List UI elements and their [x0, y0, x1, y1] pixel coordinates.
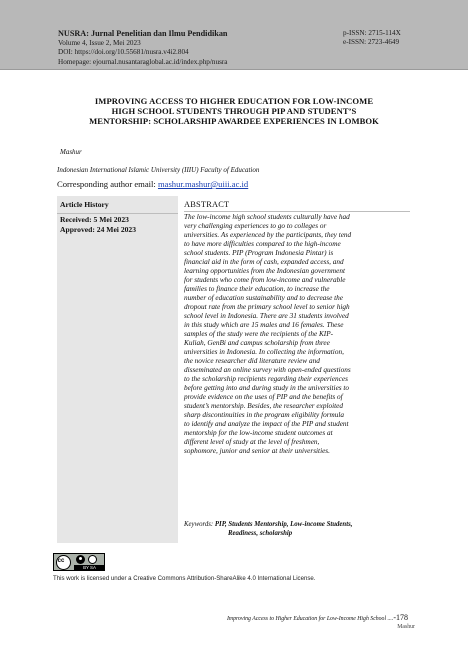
journal-volume: Volume 4, Issue 2, Mei 2023: [58, 39, 141, 47]
journal-name: NUSRA: Jurnal Penelitian dan Ilmu Pendidikan: [58, 29, 228, 38]
keywords-line-1: PIP, Students Mentorship, Low-income Students,: [214, 521, 353, 528]
running-footer: [188, 613, 408, 622]
abstract-line: different level of study at the level of freshmen,: [184, 437, 320, 446]
article-author: Mashur: [60, 148, 82, 156]
abstract-line: disseminated an online survey with open-ended questions: [184, 365, 351, 374]
abstract-line: Kuliah, GenBi and campus scholarship from three: [184, 338, 330, 347]
article-title-line: IMPROVING ACCESS TO HIGHER EDUCATION FOR LOW-INCOME: [94, 96, 374, 106]
article-title-line: MENTORSHIP: SCHOLARSHIP AWARDEE EXPERIENCES IN LOMBOK: [89, 116, 379, 126]
keywords-line-2: Readiness, scholarship: [228, 530, 293, 537]
abstract-divider: [184, 211, 410, 212]
e-issn: e-ISSN: 2723-4649: [343, 38, 400, 47]
abstract-line: universities. As experienced by the participants, they tend: [184, 230, 352, 239]
journal-doi[interactable]: DOI: https://doi.org/10.55681/nusra.v4i2.804: [58, 48, 189, 57]
journal-homepage[interactable]: Homepage: ejournal.nusantaraglobal.ac.id/index.php/nusra: [58, 57, 228, 66]
cc-by-sa-badge[interactable]: [53, 553, 105, 571]
abstract-line: the novice researcher did literature review and: [184, 356, 320, 365]
abstract-line: dropout rate from the primary school level to senior high: [184, 302, 350, 311]
article-history-dates: [60, 215, 136, 235]
abstract-line: number of education sustainability and to decrease the: [184, 293, 344, 302]
abstract-line: before getting into and during study in the universities to: [184, 383, 350, 392]
journal-issn: [343, 29, 401, 48]
running-title: Improving Access to Higher Education for Low-Income High School ....: [227, 616, 394, 622]
page-number: -178: [393, 613, 408, 622]
abstract-line: to the scholarship recipients regarding their experiences: [184, 374, 348, 383]
journal-header-band: [0, 0, 468, 70]
article-title-line: HIGH SCHOOL STUDENTS THROUGH PIP AND STUDENT’S: [111, 106, 357, 116]
abstract-line: very challenging experiences to go to colleges or: [184, 221, 327, 230]
abstract-line: school level in Indonesia. There are 31 students involved: [184, 311, 349, 320]
cc-logo-text: cc: [57, 557, 65, 564]
share-alike-icon: [88, 555, 97, 564]
abstract-line: learning opportunities from the Indonesian government: [184, 266, 346, 275]
abstract-line: mentorship for the low-income student outcomes at: [184, 428, 333, 437]
keywords: [184, 520, 410, 538]
abstract-line: school students. PIP (Program Indonesia Pintar) is: [184, 248, 334, 257]
article-history-box: [57, 196, 178, 543]
journal-info: [58, 29, 227, 67]
attribution-person-icon: [76, 555, 85, 564]
abstract-line: samples of the study were the recipients of the KIP-: [184, 329, 334, 338]
abstract-line: student’s mentorship. Besides, the researcher exploited: [184, 401, 344, 410]
abstract-line: sharp discontinuities in the program eligibility formula: [184, 410, 345, 419]
p-issn: p-ISSN: 2715-114X: [343, 29, 401, 37]
article-history-heading: Article History: [57, 196, 178, 214]
abstract-body: [184, 213, 410, 456]
abstract-line: sophomore, junior and senior at their universities.: [184, 446, 330, 455]
corresponding-author: [57, 179, 248, 189]
approved-date: Approved: 24 Mei 2023: [60, 225, 137, 234]
abstract-heading: ABSTRACT: [184, 200, 230, 209]
abstract-line: provide evidence on the uses of PIP and the benefits of: [184, 392, 343, 401]
abstract-line: to have more difficulties compared to the high-income: [184, 239, 341, 248]
corresponding-label: Corresponding author email:: [57, 179, 156, 189]
abstract-line: in this study which are 15 males and 16 females. These: [184, 320, 344, 329]
keywords-label: Keywords:: [184, 521, 214, 528]
abstract-line: to identify and analyze the impact of the PIP and student: [184, 419, 349, 428]
author-affiliation: Indonesian International Islamic University (IIIU) Faculty of Education: [57, 166, 260, 174]
article-title: [60, 96, 408, 126]
footer-author: Mashur: [397, 624, 415, 630]
abstract-line: families to finance their education, to increase the: [184, 284, 330, 293]
abstract-line: universities in Indonesia. In collecting the information,: [184, 347, 344, 356]
corresponding-email-link[interactable]: mashur.mashur@uiii.ac.id: [157, 179, 249, 189]
received-date: Received: 5 Mei 2023: [60, 215, 129, 224]
abstract-line: The low-income high school students culturally have had: [184, 213, 350, 221]
cc-badge-strip: BY SA: [74, 565, 105, 571]
abstract-line: financial aid in the form of cash, expanded access, and: [184, 257, 344, 266]
abstract-line: for students who come from low-income and vulnerable: [184, 275, 346, 284]
license-text[interactable]: This work is licensed under a Creative Commons Attribution-ShareAlike 4.0 International License.: [53, 575, 316, 582]
